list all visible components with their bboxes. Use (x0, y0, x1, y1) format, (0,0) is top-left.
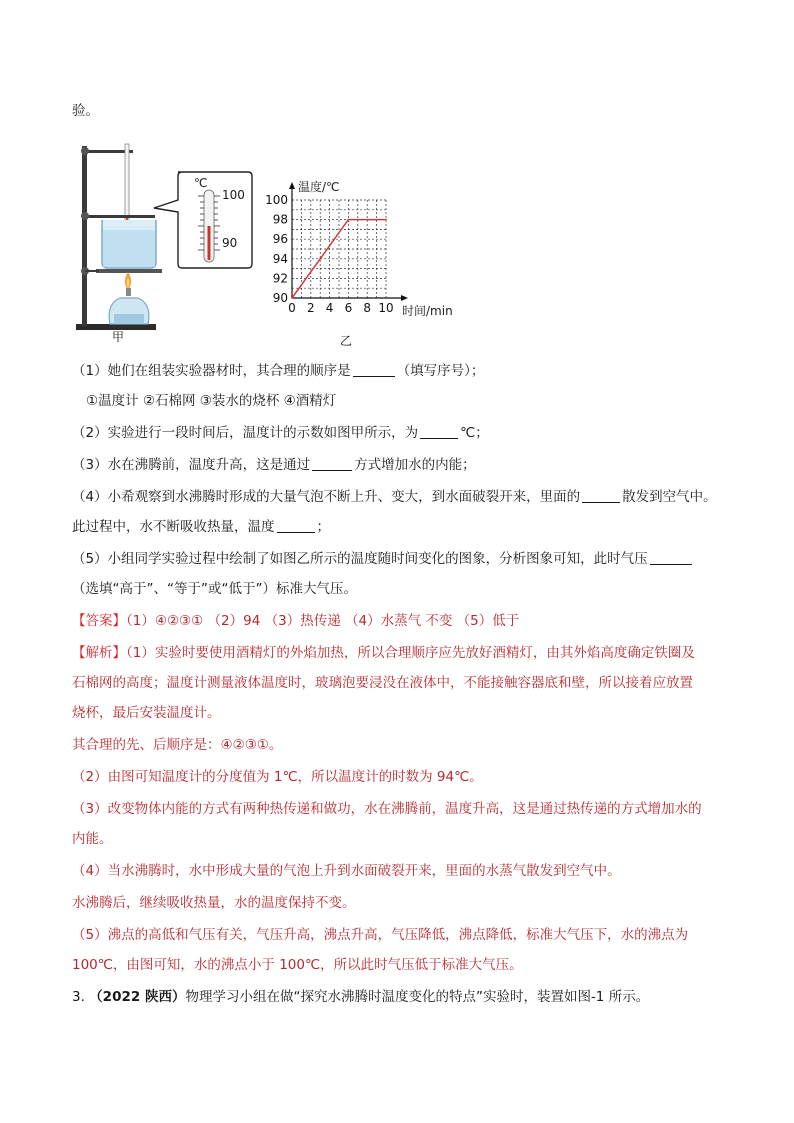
next-question-text: 物理学习小组在做“探究水沸腾时温度变化的特点”实验时，装置如图-1 所示。 (185, 989, 650, 1005)
q4-text-c: 此过程中，水不断吸收热量，温度 (72, 519, 275, 535)
analysis-line-6: （3）改变物体内能的方式有两种热传递和做功，水在沸腾前，温度升高，这是通过热传递的方式增加水的 (72, 801, 702, 817)
analysis-line-10: （5）沸点的高低和气压有关，气压升高，沸点升高，气压降低，沸点降低，标准大气压下，水的沸点为 (72, 927, 689, 943)
analysis-line-5: （2）由图可知温度计的分度值为 1℃，所以温度计的时数为 94℃。 (72, 769, 483, 785)
question-5-cont: （选填“高于”、“等于”或“低于”）标准大气压。 (72, 581, 357, 597)
q3-text-a: （3）水在沸腾前，温度升高，这是通过 (72, 457, 311, 473)
q4-text-a: （4）小希观察到水沸腾时形成的大量气泡不断上升、变大，到水面破裂开来，里面的 (72, 489, 581, 505)
q1-text-a: （1）她们在组装实验器材时，其合理的顺序是 (72, 363, 351, 379)
y-tick-label: 96 (272, 232, 288, 247)
y-tick-label: 94 (272, 251, 288, 266)
question-4-cont (72, 518, 330, 536)
question-1-options: ①温度计 ②石棉网 ③装水的烧杯 ④酒精灯 (86, 393, 337, 409)
x-tick-label: 10 (378, 301, 394, 315)
analysis-text-1: （1）实验时要使用酒精灯的外焰加热，所以合理顺序应先放好酒精灯，由其外焰高度确定铁圈及 (126, 645, 695, 661)
graph-y-title: 温度/℃ (298, 180, 340, 194)
temperature-point (385, 219, 387, 221)
thermometer-100: 100 (222, 188, 245, 202)
analysis-line-2: 石棉网的高度；温度计测量液体温度时，玻璃泡要浸没在液体中，不能接触容器底和壁，所以接着应放置 (72, 675, 693, 691)
y-tick-label: 98 (272, 212, 288, 227)
question-3 (72, 456, 476, 474)
analysis-line-3: 烧杯，最后安装温度计。 (72, 705, 221, 721)
next-question-number: 3. (72, 989, 90, 1005)
q5-answer-blank (650, 550, 692, 565)
figure-label-yi: 乙 (340, 334, 353, 348)
analysis-line-1 (72, 644, 695, 662)
q4-text-b: 散发到空气中。 (622, 489, 717, 505)
next-question (72, 988, 649, 1006)
question-2 (72, 424, 489, 442)
analysis-line-4: 其合理的先、后顺序是：④②③①。 (72, 737, 283, 753)
y-tick-label: 100 (265, 193, 288, 207)
q4-answer-blank-2 (277, 518, 315, 533)
answer-line (72, 612, 519, 630)
x-tick-label: 6 (344, 301, 353, 315)
temperature-point (291, 297, 293, 299)
question-1 (72, 362, 484, 380)
figure-label-jia: 甲 (112, 330, 125, 344)
q1-text-b: （填写序号）； (396, 363, 485, 379)
q5-text-a: （5）小组同学实验过程中绘制了如图乙所示的温度随时间变化的图象，分析图象可知，此时气压 (72, 551, 648, 567)
x-axis-arrow (401, 295, 408, 301)
analysis-tag: 【解析】 (72, 645, 126, 661)
x-tick-label: 0 (288, 301, 296, 315)
q3-text-b: 方式增加水的内能； (354, 457, 476, 473)
x-tick-label: 8 (363, 301, 372, 315)
question-4 (72, 488, 717, 506)
x-tick-label: 4 (325, 301, 334, 315)
answer-text: （1）④②③① （2）94 （3）热传递 （4）水蒸气 不变 （5）低于 (126, 613, 520, 629)
q4-text-d: ； (316, 519, 330, 535)
thermometer-90: 90 (222, 236, 238, 250)
q2-text-a: （2）实验进行一段时间后，温度计的示数如图甲所示，为 (72, 425, 419, 441)
analysis-line-8: （4）当水沸腾时，水中形成大量的气泡上升到水面破裂开来，里面的水蒸气散发到空气中。 (72, 863, 621, 879)
temperature-series-line (292, 220, 386, 298)
y-tick-label: 92 (272, 271, 288, 286)
question-5 (72, 550, 694, 568)
y-axis-arrow (289, 182, 295, 189)
analysis-line-9: 水沸腾后，继续吸收热量，水的温度保持不变。 (72, 895, 356, 911)
intro-tail: 验。 (72, 103, 99, 119)
q3-answer-blank (312, 456, 352, 471)
x-tick-label: 2 (306, 301, 315, 315)
answer-tag: 【答案】 (72, 613, 126, 629)
graph-x-title: 时间/min (402, 304, 453, 318)
temperature-point (348, 219, 350, 221)
q2-text-b: ℃； (460, 425, 489, 441)
graph-svg (262, 176, 472, 348)
thermometer-callout (152, 168, 254, 272)
y-tick-label: 90 (272, 291, 288, 305)
thermometer-unit: ℃ (194, 176, 208, 190)
temperature-graph (262, 176, 472, 348)
next-question-source: （2022 陕西） (89, 989, 186, 1005)
q2-answer-blank (420, 424, 458, 439)
q1-answer-blank (353, 362, 395, 377)
q4-answer-blank-1 (582, 488, 620, 503)
analysis-line-11: 100℃，由图可知，水的沸点小于 100℃，所以此时气压低于标准大气压。 (72, 957, 523, 973)
analysis-line-7: 内能。 (72, 831, 113, 847)
